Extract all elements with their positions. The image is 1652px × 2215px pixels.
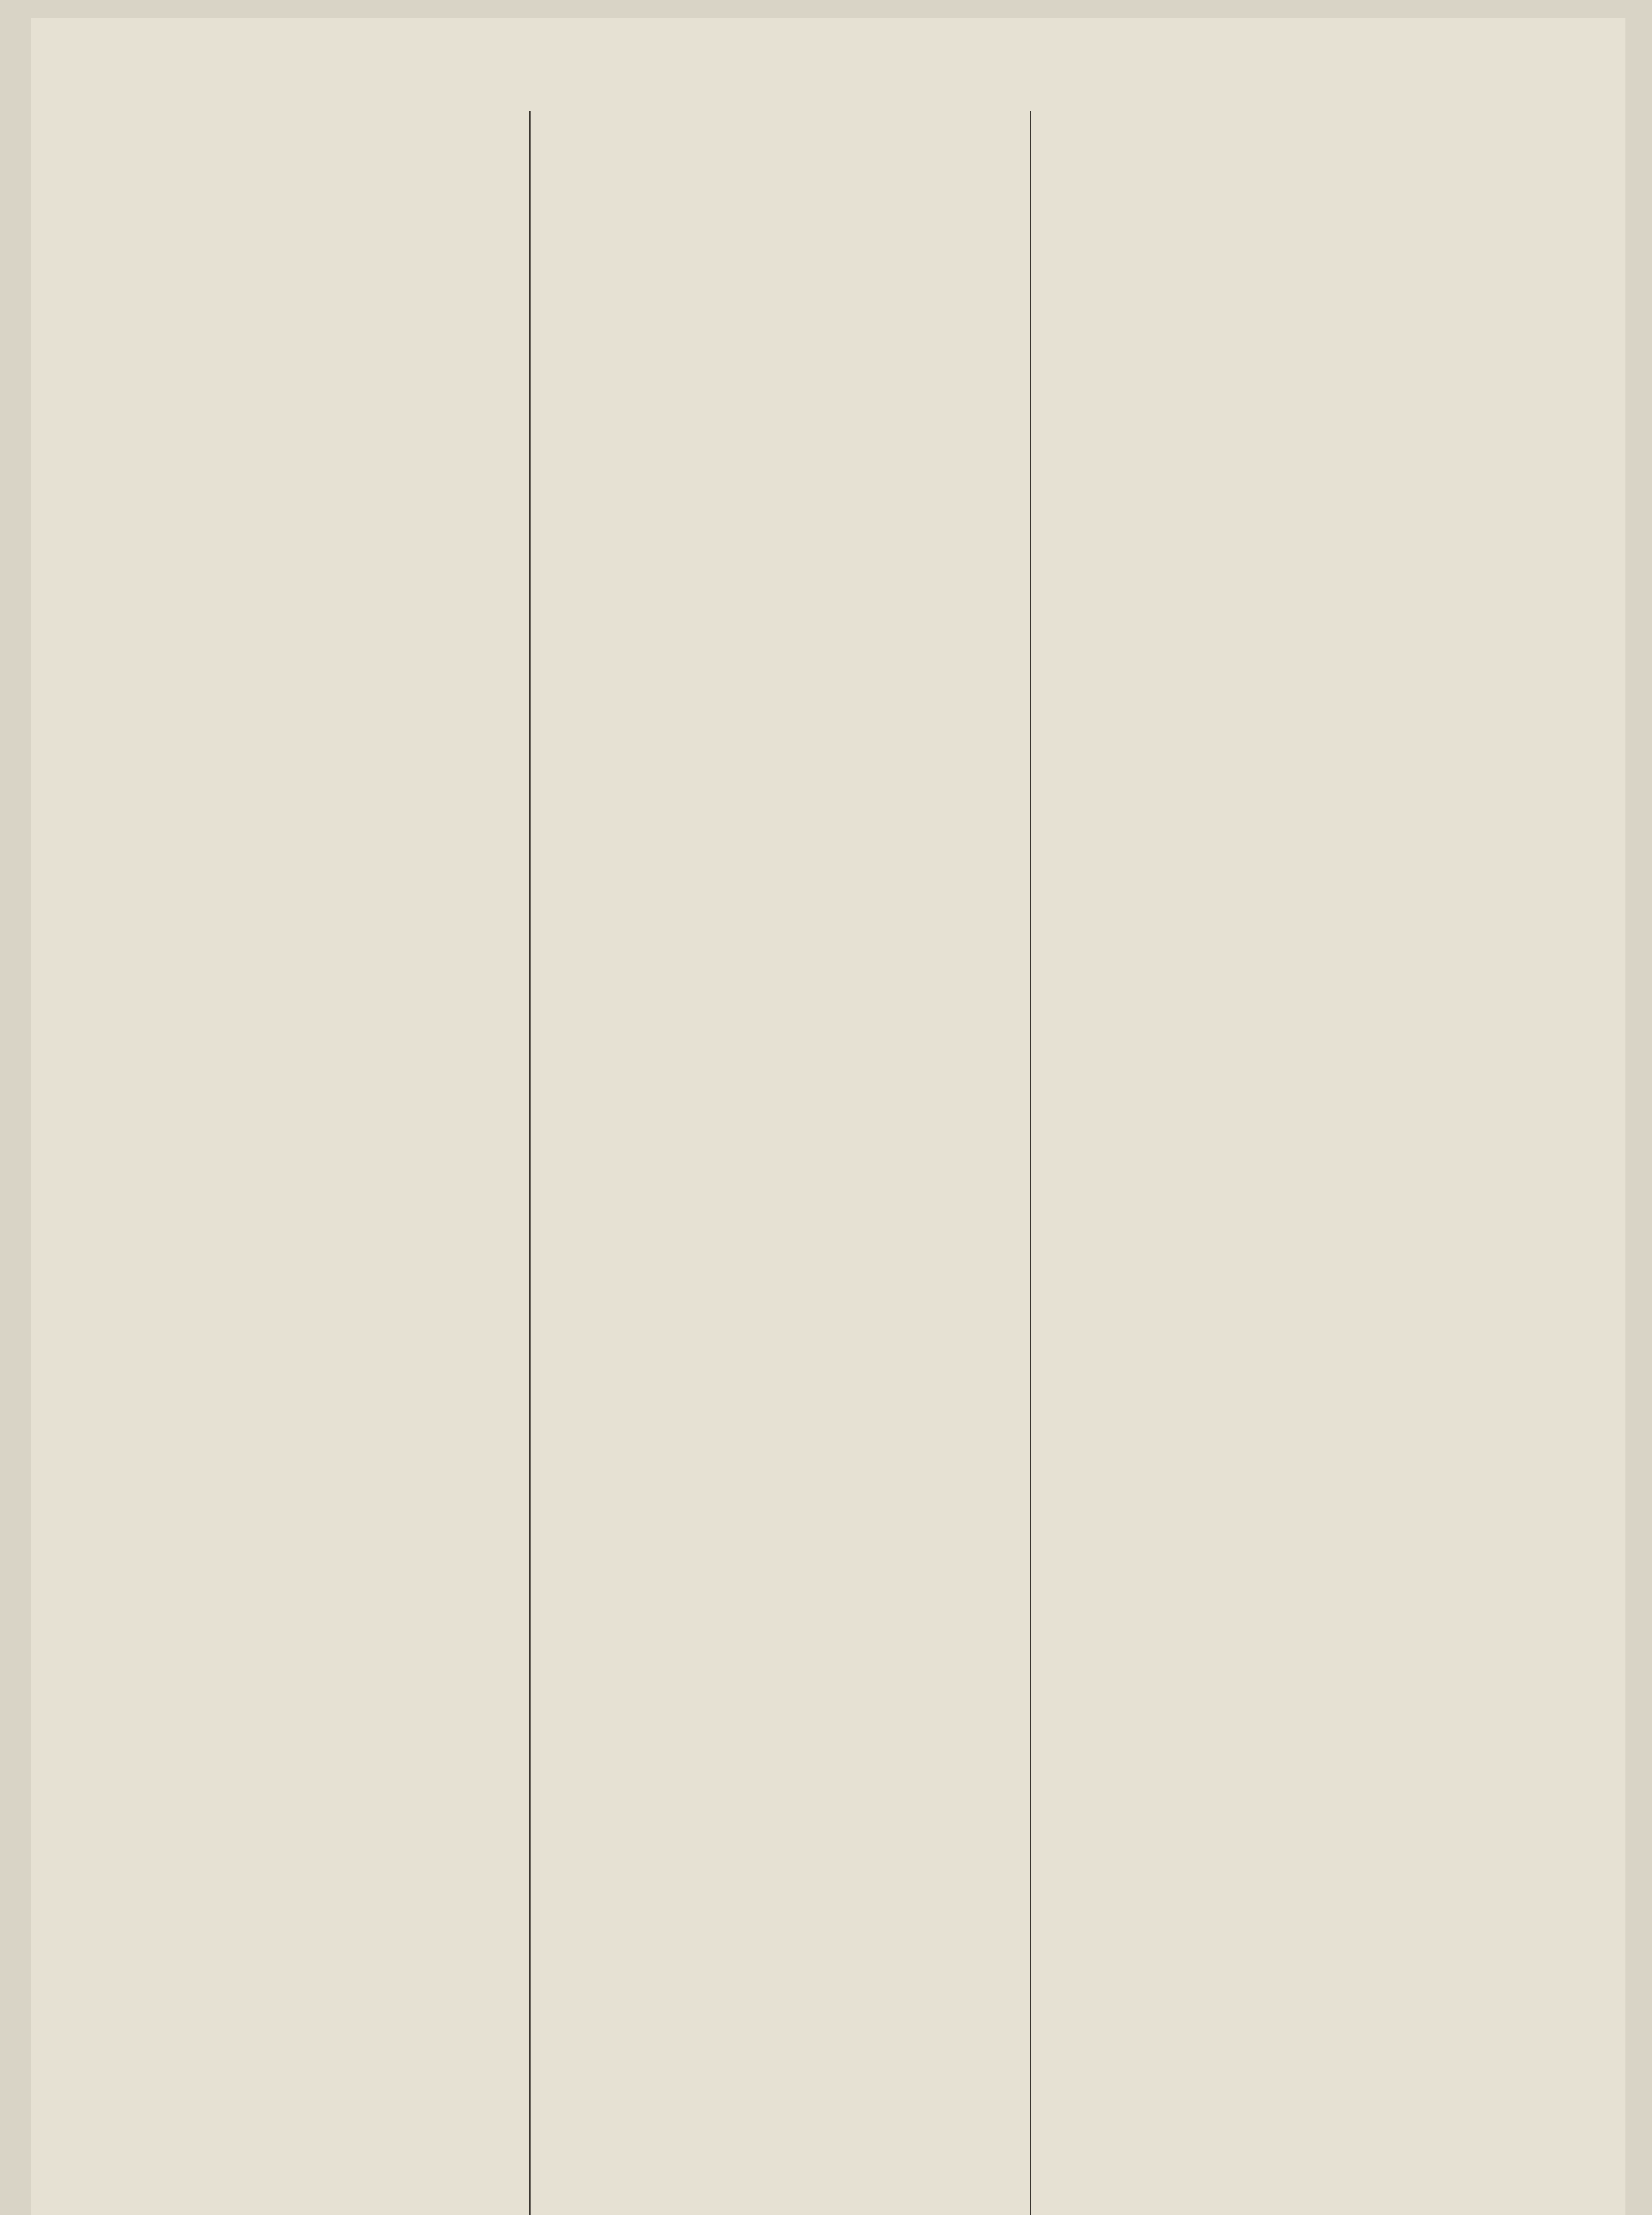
newspaper-page <box>31 18 1625 2215</box>
column-rule <box>1030 111 1031 2215</box>
column-1 <box>40 111 518 2215</box>
column-2 <box>540 111 1019 2215</box>
column-3 <box>1041 111 1608 2215</box>
column-rule <box>529 111 531 2215</box>
